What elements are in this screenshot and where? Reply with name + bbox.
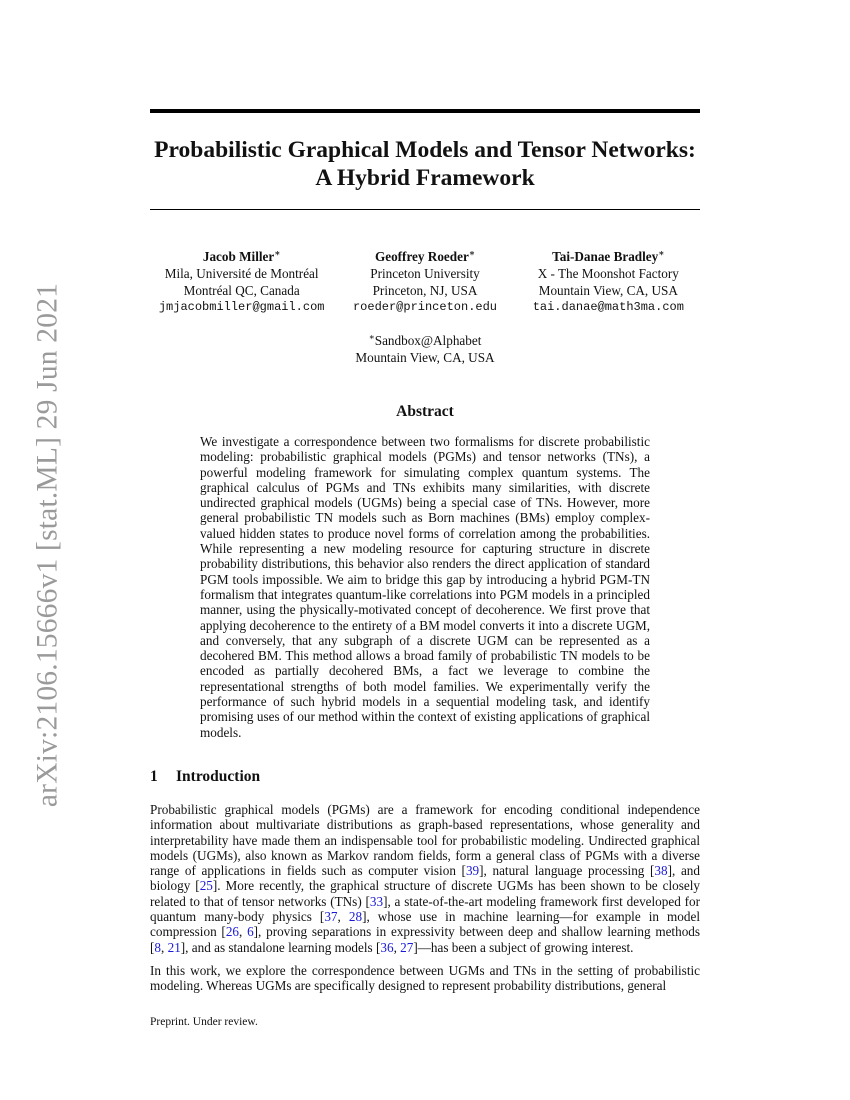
paragraph-text: Probabilistic graphical models (PGMs) are a framework for encoding conditional independence information about multivariate distributions as graph-based representations, whose generality and interpretability have made them an indispensable tool for probabilistic modeling. Undirected graphical models (UGMs), also known as Markov random fields, form a general class of PGMs with a diverse range of applications in fields such as computer vision [ bbox=[150, 802, 700, 879]
author-email[interactable]: tai.danae@math3ma.com bbox=[532, 300, 684, 314]
author-affiliation: X - The Moonshot Factory bbox=[537, 266, 679, 281]
citation-link[interactable]: 38 bbox=[654, 863, 668, 879]
citation-link[interactable]: 26 bbox=[225, 924, 239, 940]
preprint-footer: Preprint. Under review. bbox=[150, 1016, 258, 1028]
citation-link[interactable]: 37 bbox=[324, 909, 338, 925]
shared-affiliation bbox=[150, 332, 700, 366]
paragraph-text: , bbox=[393, 939, 401, 955]
citation-link[interactable]: 39 bbox=[465, 863, 480, 879]
paragraph-text: , bbox=[337, 909, 349, 925]
author-name: Tai-Danae Bradley bbox=[552, 249, 659, 264]
author-block bbox=[150, 248, 700, 316]
author-email[interactable]: roeder@princeton.edu bbox=[352, 300, 497, 314]
citation-link[interactable]: 33 bbox=[369, 893, 384, 909]
paragraph-text: ], and as standalone learning models [ bbox=[180, 939, 381, 955]
citation-link[interactable]: 25 bbox=[199, 878, 213, 894]
author-location: Montréal QC, Canada bbox=[183, 283, 300, 298]
author-affiliation: Princeton University bbox=[370, 266, 480, 281]
paragraph-text: ], whose use in machine learning—for example in model compression [ bbox=[150, 909, 701, 940]
author-location: Princeton, NJ, USA bbox=[372, 283, 478, 298]
abstract-text: We investigate a correspondence between two formalisms for discrete probabilistic modeling: probabilistic graphical models (PGMs) and tensor networks (TNs), a powerful modeling framework for simulating complex quantum systems. The graphical calculus of PGMs and TNs exhibits many similarities, with discrete undirected graphical models (UGMs) being a special case of TNs. However, more general probabilistic TN models such as Born machines (BMs) employ complex-valued hidden states to produce novel forms of correlation among the probabilities. While representing a new modeling resource for capturing structure in discrete probability distributions, this behavior also renders the direct application of standard PGM tools impossible. We aim to bridge this gap by introducing a hybrid PGM-TN formalism that integrates quantum-like correlations into PGM models in a principled manner, using the physically-motivated concept of decoherence. We first prove that applying decoherence to the entirety of a BM model converts it into a discrete UGM, and conversely, that any subgraph of a discrete UGM can be represented as a decohered BM. This method allows a broad family of probabilistic TN models to be encoded as partially decohered BMs, a fact we leverage to combine the representational strengths of both model families. We experimentally verify the performance of such hybrid models in a sequential modeling task, and identify promising uses of our method within the context of existing applications of graphical models. bbox=[200, 434, 650, 740]
paragraph-text: ], proving separations in expressivity between deep and shallow learning methods [ bbox=[150, 924, 701, 955]
arxiv-identifier-stamp: arXiv:2106.15666v1 [stat.ML] 29 Jun 2021 bbox=[31, 282, 64, 808]
abstract-heading: Abstract bbox=[396, 403, 454, 420]
paragraph-text: , bbox=[161, 939, 168, 955]
author-1 bbox=[150, 248, 333, 316]
citation-link[interactable]: 27 bbox=[400, 939, 414, 955]
affiliation-mark: ∗ bbox=[368, 332, 375, 342]
intro-paragraph-1 bbox=[150, 802, 700, 955]
author-name: Geoffrey Roeder bbox=[374, 249, 469, 264]
author-email[interactable]: jmjacobmiller@gmail.com bbox=[158, 300, 325, 314]
paper-title bbox=[150, 136, 700, 192]
citation-link[interactable]: 36 bbox=[380, 939, 394, 955]
paragraph-text: ], natural language processing [ bbox=[479, 863, 655, 879]
affiliation-location: Mountain View, CA, USA bbox=[355, 350, 495, 365]
section-heading bbox=[150, 768, 260, 786]
intro-paragraph-2: In this work, we explore the correspondence between UGMs and TNs in the setting of probabilistic modeling. Whereas UGMs are specifically designed to represent probability distributions, general bbox=[150, 963, 700, 994]
paragraph-text: ]. More recently, the graphical structure of discrete UGMs has been shown to be closely related to that of tensor networks (TNs) [ bbox=[150, 878, 700, 909]
author-name: Jacob Miller bbox=[202, 249, 275, 264]
author-mark: ∗ bbox=[468, 248, 476, 258]
citation-link[interactable]: 6 bbox=[247, 924, 254, 940]
title-top-rule bbox=[150, 109, 700, 113]
section-title: Introduction bbox=[176, 768, 261, 785]
paragraph-text: ]—has been a subject of growing interest. bbox=[413, 939, 634, 955]
title-bottom-rule bbox=[150, 209, 700, 210]
author-mark: ∗ bbox=[274, 248, 281, 258]
paragraph-text: , bbox=[239, 924, 248, 940]
citation-link[interactable]: 21 bbox=[167, 939, 181, 955]
section-number: 1 bbox=[150, 768, 158, 785]
author-affiliation: Mila, Université de Montréal bbox=[164, 266, 319, 281]
citation-link[interactable]: 8 bbox=[154, 939, 161, 955]
author-3 bbox=[517, 248, 700, 316]
author-mark: ∗ bbox=[658, 248, 665, 258]
author-location: Mountain View, CA, USA bbox=[538, 283, 678, 298]
paragraph-text: ], a state-of-the-art modeling framework first developed for quantum many-body physics [ bbox=[150, 893, 700, 925]
citation-link[interactable]: 28 bbox=[348, 909, 363, 925]
paragraph-text: ], and biology [ bbox=[150, 863, 700, 894]
affiliation-name: Sandbox@Alphabet bbox=[374, 333, 482, 348]
title-line-1: Probabilistic Graphical Models and Tensor Networks: bbox=[154, 137, 696, 163]
title-line-2: A Hybrid Framework bbox=[315, 165, 535, 191]
author-2 bbox=[333, 248, 516, 316]
